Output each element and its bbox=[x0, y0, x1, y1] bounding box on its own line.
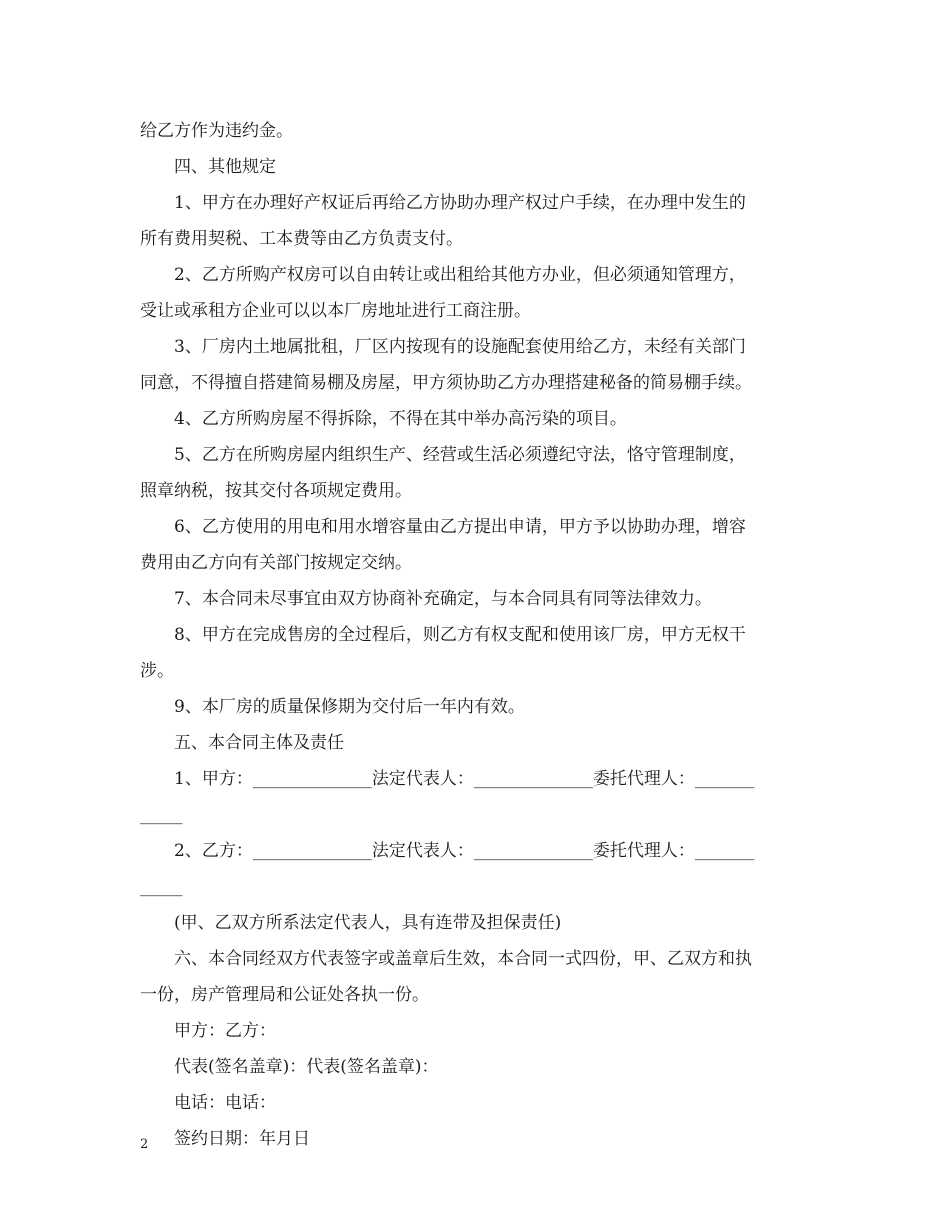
party-b-signature-line: 2、乙方：______________法定代表人：______________委托代理人：_______ bbox=[174, 841, 755, 861]
text-line: 3、厂房内土地属批租，厂区内按现有的设施配套使用给乙方，未经有关部门 bbox=[174, 337, 746, 357]
text-line: 4、乙方所购房屋不得拆除，不得在其中举办高污染的项目。 bbox=[174, 409, 627, 429]
text-line: _____ bbox=[140, 805, 183, 825]
text-line: 5、乙方在所购房屋内组织生产、经营或生活必须遵纪守法，恪守管理制度， bbox=[174, 445, 746, 465]
text-line: 8、甲方在完成售房的全过程后，则乙方有权支配和使用该厂房，甲方无权干 bbox=[174, 625, 746, 645]
text-line: (甲、乙双方所系法定代表人，具有连带及担保责任) bbox=[174, 913, 562, 933]
text-line: 受让或承租方企业可以以本厂房地址进行工商注册。 bbox=[140, 301, 531, 321]
text-line: 2、乙方所购产权房可以自由转让或出租给其他方办业，但必须通知管理方， bbox=[174, 265, 746, 285]
text-line: 同意，不得擅自搭建简易棚及房屋，甲方须协助乙方办理搭建秘备的简易棚手续。 bbox=[140, 373, 752, 393]
signature-parties: 甲方：乙方： bbox=[174, 1021, 276, 1041]
text-line: 给乙方作为违约金。 bbox=[140, 121, 293, 141]
section-heading: 四、其他规定 bbox=[174, 157, 276, 177]
text-line: 涉。 bbox=[140, 661, 174, 681]
party-a-signature-line: 1、甲方：______________法定代表人：______________委托代理人：_______ bbox=[174, 769, 755, 789]
signature-representatives: 代表(签名盖章)：代表(签名盖章)： bbox=[174, 1057, 439, 1077]
text-line: 9、本厂房的质量保修期为交付后一年内有效。 bbox=[174, 697, 525, 717]
text-line: 1、甲方在办理好产权证后再给乙方协助办理产权过户手续，在办理中发生的 bbox=[174, 193, 746, 213]
document-body bbox=[140, 113, 815, 1157]
page-number: 2 bbox=[140, 1137, 149, 1152]
text-line: 7、本合同未尽事宜由双方协商补充确定，与本合同具有同等法律效力。 bbox=[174, 589, 712, 609]
text-line: 一份，房产管理局和公证处各执一份。 bbox=[140, 985, 429, 1005]
signature-phones: 电话：电话： bbox=[174, 1093, 276, 1113]
text-line: 所有费用契税、工本费等由乙方负责支付。 bbox=[140, 229, 463, 249]
text-line: _____ bbox=[140, 877, 183, 897]
text-line: 费用由乙方向有关部门按规定交纳。 bbox=[140, 553, 412, 573]
text-line: 六、本合同经双方代表签字或盖章后生效，本合同一式四份，甲、乙双方和执 bbox=[174, 949, 752, 969]
text-line: 照章纳税，按其交付各项规定费用。 bbox=[140, 481, 412, 501]
signing-date: 签约日期：年月日 bbox=[174, 1129, 310, 1149]
text-line: 6、乙方使用的用电和用水增容量由乙方提出申请，甲方予以协助办理，增容 bbox=[174, 517, 746, 537]
section-heading: 五、本合同主体及责任 bbox=[174, 733, 344, 753]
